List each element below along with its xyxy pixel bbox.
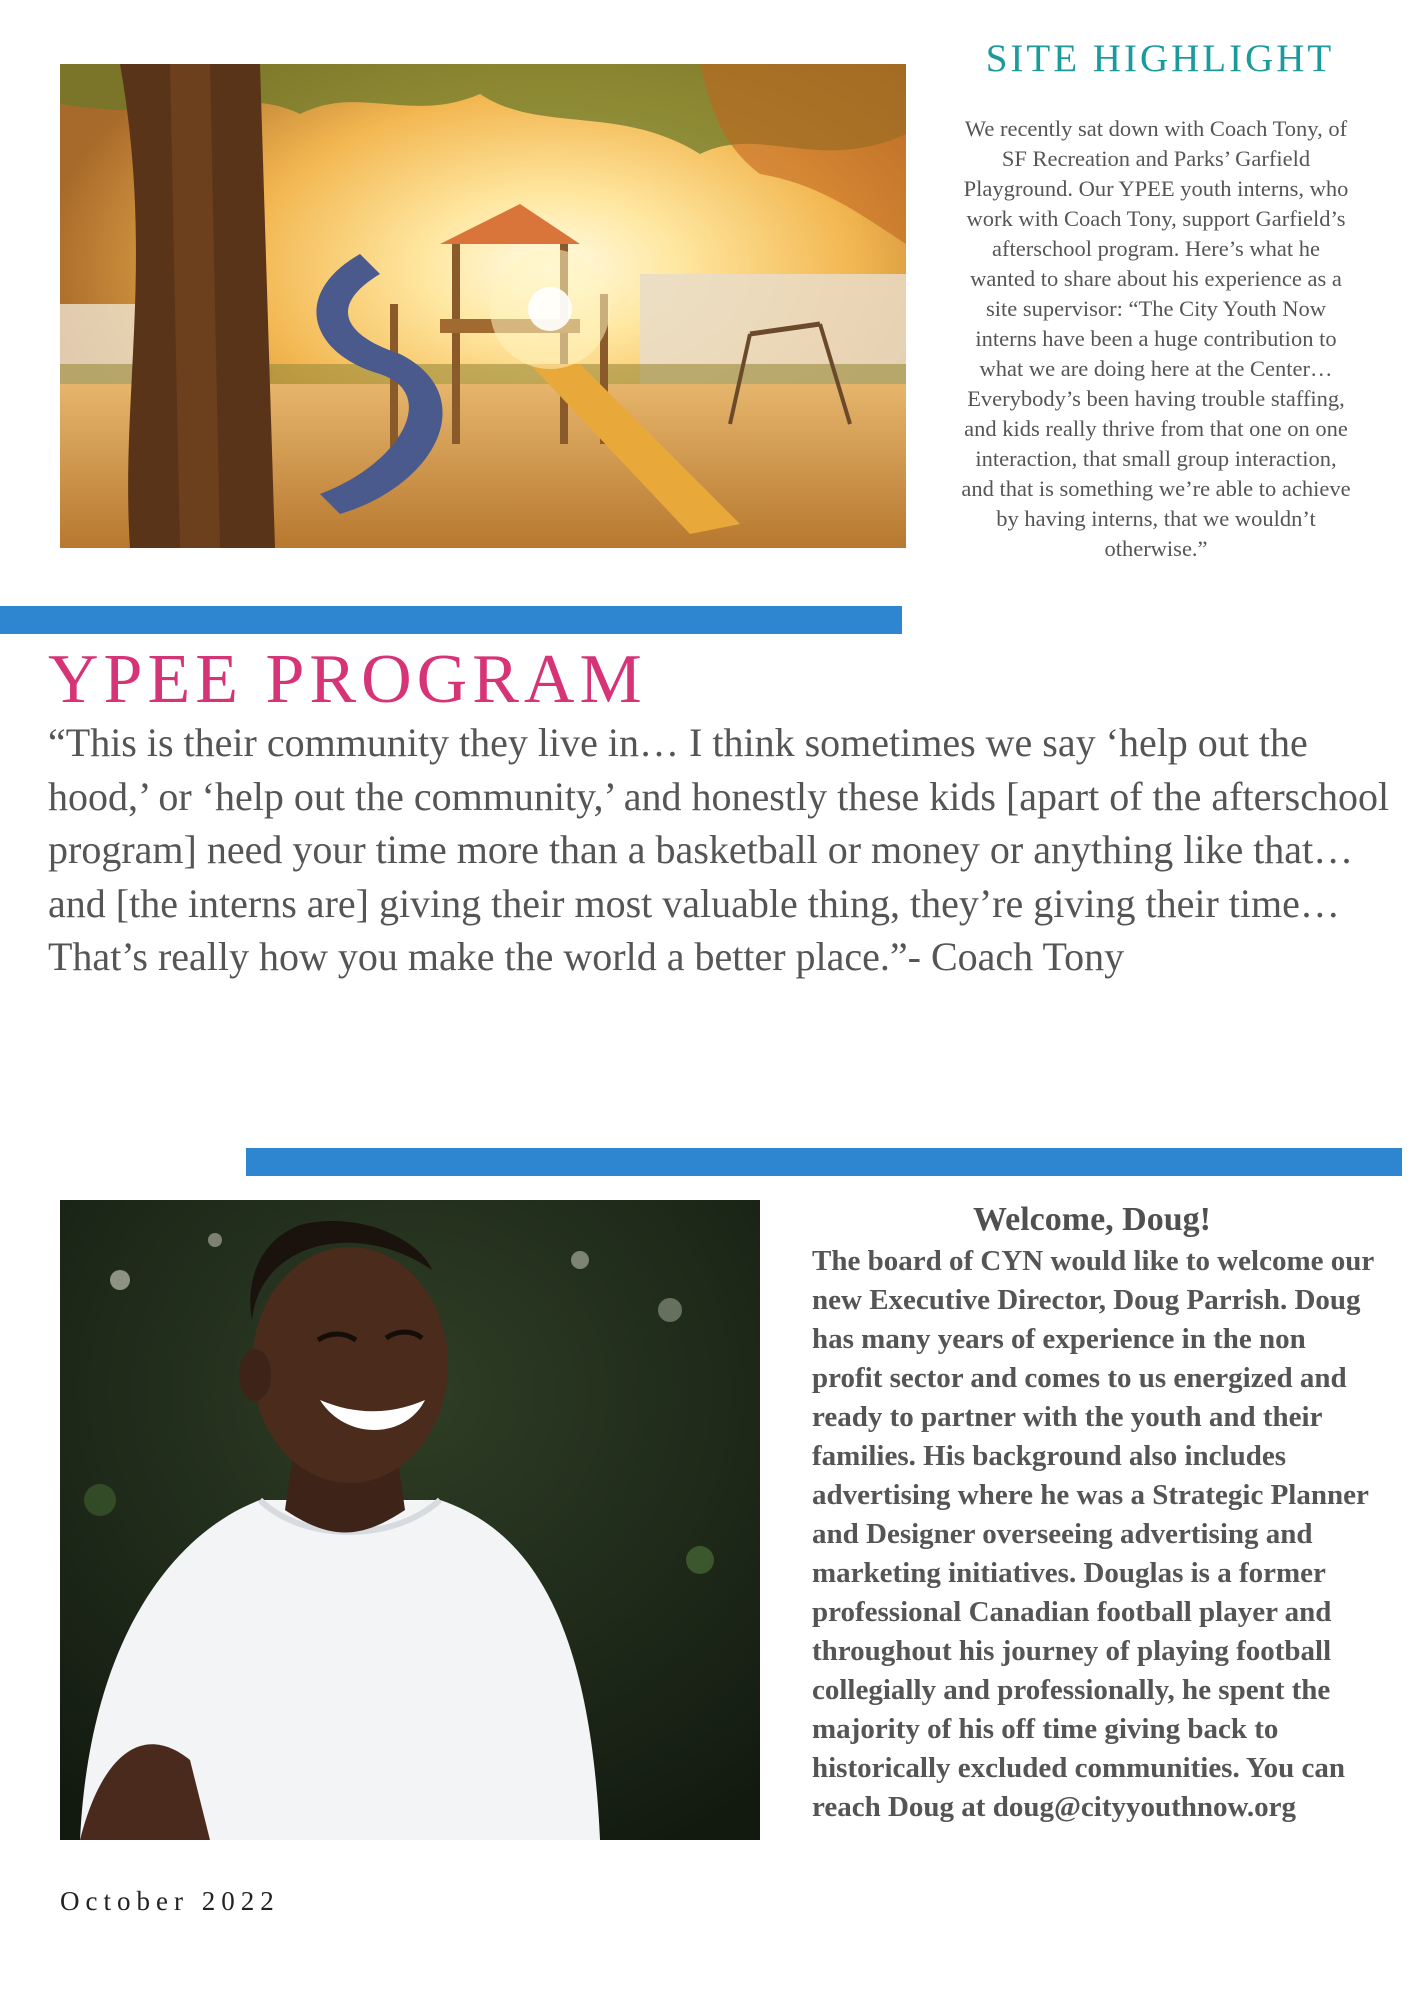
site-highlight-text: We recently sat down with Coach Tony, of SF Recreation and Parks’ Garfield Playground. Our YPEE youth interns, who work with Coach Tony, support Garfield’s afterschool program. Here’s what he wanted to share about his experience as a site supervisor: “The City Youth Now interns have been a huge contribution to what we are doing here at the Center… Everybody’s been having trouble staffing, and kids really thrive from that one on one interaction, that small group interaction, and that is something we’re able to achieve by having interns, that we wouldn’t otherwise.” [961,116,1351,561]
ypee-program-title: YPEE PROGRAM [48,641,647,718]
divider-bar-top [0,606,902,634]
issue-date: October 2022 [60,1886,280,1916]
divider-bar-middle [246,1148,1402,1176]
ypee-program-quote: “This is their community they live in… I think sometimes we say ‘help out the hood,’ or ‘help out the community,’ and honestly these kids [apart of the afterschool program] need your time more than a basketball or money or anything like that… and [the interns are] giving their most valuable thing, they’re giving their time… That’s really how you make the world a better place.”- Coach Tony [48,720,1390,979]
doug-portrait-photo [60,1200,760,1840]
welcome-text: The board of CYN would like to welcome our new Executive Director, Doug Parrish. Doug has many years of experience in the non profit sector and comes to us energized and ready to partner with the youth and their families. His background also includes advertising where he was a Strategic Planner and Designer overseeing advertising and marketing initiatives. Douglas is a former professional Canadian football player and throughout his journey of playing football collegially and professionally, he spent the majority of his off time giving back to historically excluded communities. You can reach Doug at doug@cityyouthnow.org [812,1245,1374,1823]
site-highlight-title: SITE HIGHLIGHT [985,37,1335,80]
welcome-title: Welcome, Doug! [973,1201,1211,1238]
playground-photo [60,64,906,548]
